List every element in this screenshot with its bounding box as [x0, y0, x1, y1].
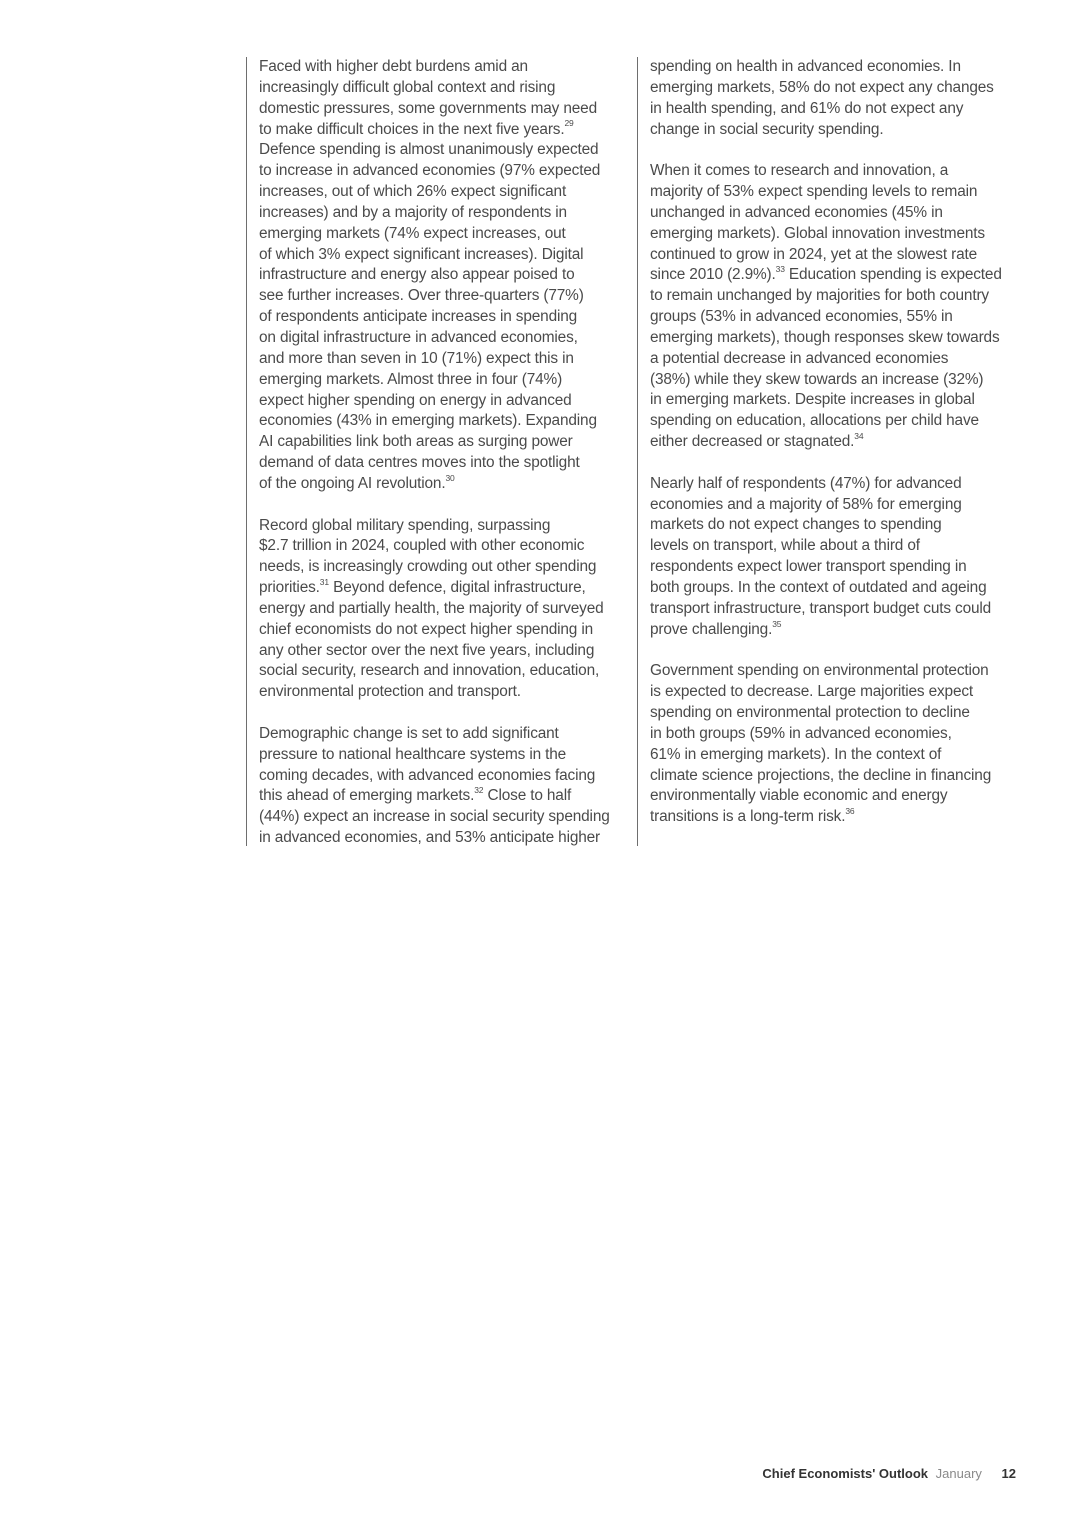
line-text: (44%) expect an increase in social security spending: [259, 808, 610, 826]
text-line: [650, 203, 1022, 224]
line-text: spending on health in advanced economies. In: [650, 58, 961, 75]
text-line: [650, 57, 1022, 78]
line-text: any other sector over the next five years, including: [259, 641, 595, 659]
text-line: [650, 578, 1022, 599]
line-text: of which 3% expect significant increases). Digital: [259, 245, 584, 263]
text-line: [650, 766, 1022, 787]
text-line: [650, 286, 1022, 307]
footnote-ref: 34: [854, 431, 864, 442]
text-line: [259, 245, 634, 266]
line-text: either decreased or stagnated.: [650, 433, 855, 451]
line-text: When it comes to research and innovation, a: [650, 162, 949, 180]
line-text: environmentally viable economic and energy: [650, 787, 948, 805]
text-line: [650, 557, 1022, 578]
body-paragraph: [650, 161, 1022, 453]
line-text: Faced with higher debt burdens amid an: [259, 58, 528, 75]
line-text: AI capabilities link both areas as surging power: [259, 433, 573, 451]
line-text: increases) and by a majority of respondents in: [259, 203, 567, 221]
text-line: [650, 328, 1022, 349]
text-line: [650, 245, 1022, 266]
text-line: [259, 807, 634, 828]
text-line: [650, 495, 1022, 516]
line-text: majority of 53% expect spending levels to remain: [650, 183, 978, 201]
text-line: [259, 786, 634, 807]
line-text: emerging markets), though responses skew towards: [650, 328, 1000, 346]
text-line: [259, 724, 634, 745]
footnote-ref: 33: [775, 264, 785, 275]
text-line: [650, 99, 1022, 120]
footnote-ref: 35: [772, 618, 782, 629]
text-line: [259, 120, 634, 141]
publication-title: Chief Economists' Outlook: [762, 1466, 929, 1481]
line-text: $2.7 trillion in 2024, coupled with other economic: [259, 537, 585, 555]
text-line: [650, 724, 1022, 745]
line-text: in emerging markets. Despite increases in global: [650, 391, 975, 409]
text-line: [259, 745, 634, 766]
text-line: [259, 474, 634, 495]
footnote-ref: 29: [564, 118, 574, 129]
line-text: economies and a majority of 58% for emerging: [650, 495, 962, 513]
line-text: transitions is a long-term risk.: [650, 808, 846, 826]
line-text: spending on environmental protection to decline: [650, 704, 970, 722]
line-text: Record global military spending, surpassing: [259, 516, 551, 534]
line-text: on digital infrastructure in advanced economies,: [259, 328, 578, 346]
line-text: a potential decrease in advanced economies: [650, 349, 949, 367]
line-text: respondents expect lower transport spending in: [650, 558, 967, 576]
text-line: [259, 286, 634, 307]
text-line: [259, 682, 634, 703]
text-line: [650, 599, 1022, 620]
footnote-ref: 32: [474, 785, 484, 796]
text-line: [650, 390, 1022, 411]
line-text: infrastructure and energy also appear poised to: [259, 266, 575, 284]
body-paragraph: [650, 474, 1022, 641]
footnote-ref: 36: [845, 806, 855, 817]
text-line: [259, 557, 634, 578]
text-line: [259, 432, 634, 453]
line-text: transport infrastructure, transport budget cuts could: [650, 599, 992, 617]
line-text: pressure to national healthcare systems in the: [259, 745, 567, 763]
text-line: [650, 370, 1022, 391]
text-line: [259, 391, 634, 412]
left-column: [246, 57, 634, 846]
text-line: [259, 161, 634, 182]
body-paragraph: [259, 57, 634, 495]
text-line: [650, 786, 1022, 807]
text-line: [650, 307, 1022, 328]
line-text: to increase in advanced economies (97% expected: [259, 162, 601, 180]
text-line: [650, 265, 1022, 286]
text-line: [650, 224, 1022, 245]
text-line: [650, 515, 1022, 536]
right-column: [637, 57, 1022, 846]
line-text: social security, research and innovation, education,: [259, 662, 600, 680]
text-line: [650, 161, 1022, 182]
line-text-continued: Close to half: [483, 787, 572, 805]
line-text-continued: Beyond defence, digital infrastructure,: [328, 579, 586, 597]
text-line: [259, 411, 634, 432]
text-line: [259, 99, 634, 120]
line-text: needs, is increasingly crowding out other spending: [259, 558, 597, 576]
line-text: of respondents anticipate increases in spending: [259, 308, 578, 326]
text-line: [259, 78, 634, 99]
line-text: emerging markets. Almost three in four (74%): [259, 370, 563, 388]
text-line: [259, 265, 634, 286]
text-line: [259, 182, 634, 203]
text-line: [259, 766, 634, 787]
text-line: [259, 661, 634, 682]
body-paragraph: [259, 724, 634, 849]
line-text: Demographic change is set to add significant: [259, 724, 559, 742]
text-line: [259, 349, 634, 370]
line-text: levels on transport, while about a third of: [650, 537, 920, 555]
line-text: both groups. In the context of outdated and ageing: [650, 579, 987, 596]
text-line: [650, 807, 1022, 828]
text-line: [650, 474, 1022, 495]
line-text: and more than seven in 10 (71%) expect this in: [259, 349, 574, 367]
text-line: [259, 828, 634, 849]
text-line: [259, 370, 634, 391]
text-line: [259, 578, 634, 599]
line-text: in both groups (59% in advanced economies,: [650, 724, 952, 742]
line-text: of the ongoing AI revolution.: [259, 474, 446, 492]
text-line: [650, 349, 1022, 370]
publication-month: January: [935, 1466, 982, 1481]
line-text: economies (43% in emerging markets). Expanding: [259, 412, 597, 430]
text-line: [259, 57, 634, 78]
text-line: [259, 307, 634, 328]
line-text: energy and partially health, the majority of surveyed: [259, 599, 604, 617]
text-line: [650, 620, 1022, 641]
text-line: [259, 203, 634, 224]
text-line: [259, 224, 634, 245]
line-text: Nearly half of respondents (47%) for advanced: [650, 474, 962, 492]
text-line: [650, 182, 1022, 203]
line-text: in health spending, and 61% do not expect any: [650, 99, 964, 117]
text-line: [650, 703, 1022, 724]
line-text: this ahead of emerging markets.: [259, 787, 475, 805]
line-text: Defence spending is almost unanimously expected: [259, 141, 599, 159]
line-text: since 2010 (2.9%).: [650, 266, 776, 284]
page-footer: [0, 1466, 1016, 1481]
body-paragraph: [650, 57, 1022, 140]
page-number: 12: [1001, 1466, 1016, 1481]
line-text: spending on education, allocations per child have: [650, 412, 979, 430]
text-line: [259, 599, 634, 620]
line-text: coming decades, with advanced economies facing: [259, 766, 596, 784]
text-line: [650, 78, 1022, 99]
line-text: (38%) while they skew towards an increase (32%): [650, 370, 984, 388]
line-text: emerging markets, 58% do not expect any changes: [650, 78, 994, 96]
line-text: emerging markets). Global innovation investments: [650, 224, 985, 242]
line-text: environmental protection and transport.: [259, 683, 521, 701]
text-line: [259, 641, 634, 662]
text-line: [259, 140, 634, 161]
line-text: in advanced economies, and 53% anticipate higher: [259, 829, 601, 847]
footnote-ref: 31: [319, 576, 329, 587]
line-text: see further increases. Over three-quarters (77%): [259, 287, 584, 305]
line-text: demand of data centres moves into the spotlight: [259, 454, 580, 472]
line-text-continued: Education spending is expected: [784, 266, 1002, 284]
line-text: chief economists do not expect higher spending in: [259, 620, 594, 638]
text-line: [650, 745, 1022, 766]
line-text: continued to grow in 2024, yet at the slowest rate: [650, 245, 978, 263]
footnote-ref: 30: [445, 472, 455, 483]
line-text: increases, out of which 26% expect significant: [259, 183, 567, 201]
line-text: to remain unchanged by majorities for both country: [650, 287, 989, 305]
line-text: domestic pressures, some governments may need: [259, 99, 597, 117]
line-text: prove challenging.: [650, 620, 773, 638]
text-line: [650, 432, 1022, 453]
line-text: increasingly difficult global context and rising: [259, 78, 556, 96]
line-text: 61% in emerging markets). In the context of: [650, 745, 942, 763]
body-paragraph: [650, 661, 1022, 828]
line-text: markets do not expect changes to spending: [650, 516, 942, 534]
line-text: groups (53% in advanced economies, 55% in: [650, 308, 953, 326]
text-line: [650, 661, 1022, 682]
line-text: Government spending on environmental protection: [650, 662, 989, 680]
text-line: [259, 536, 634, 557]
line-text: change in social security spending.: [650, 120, 884, 138]
text-line: [259, 453, 634, 474]
line-text: to make difficult choices in the next five years.: [259, 120, 565, 138]
line-text: unchanged in advanced economies (45% in: [650, 203, 943, 221]
line-text: is expected to decrease. Large majorities expect: [650, 683, 974, 701]
text-line: [650, 682, 1022, 703]
text-line: [259, 328, 634, 349]
line-text: climate science projections, the decline in financing: [650, 766, 992, 784]
body-paragraph: [259, 516, 634, 704]
line-text: priorities.: [259, 579, 320, 597]
text-line: [650, 411, 1022, 432]
text-line: [259, 620, 634, 641]
text-line: [259, 516, 634, 537]
line-text: emerging markets (74% expect increases, out: [259, 224, 566, 242]
line-text: expect higher spending on energy in advanced: [259, 391, 572, 409]
text-line: [650, 120, 1022, 141]
text-line: [650, 536, 1022, 557]
